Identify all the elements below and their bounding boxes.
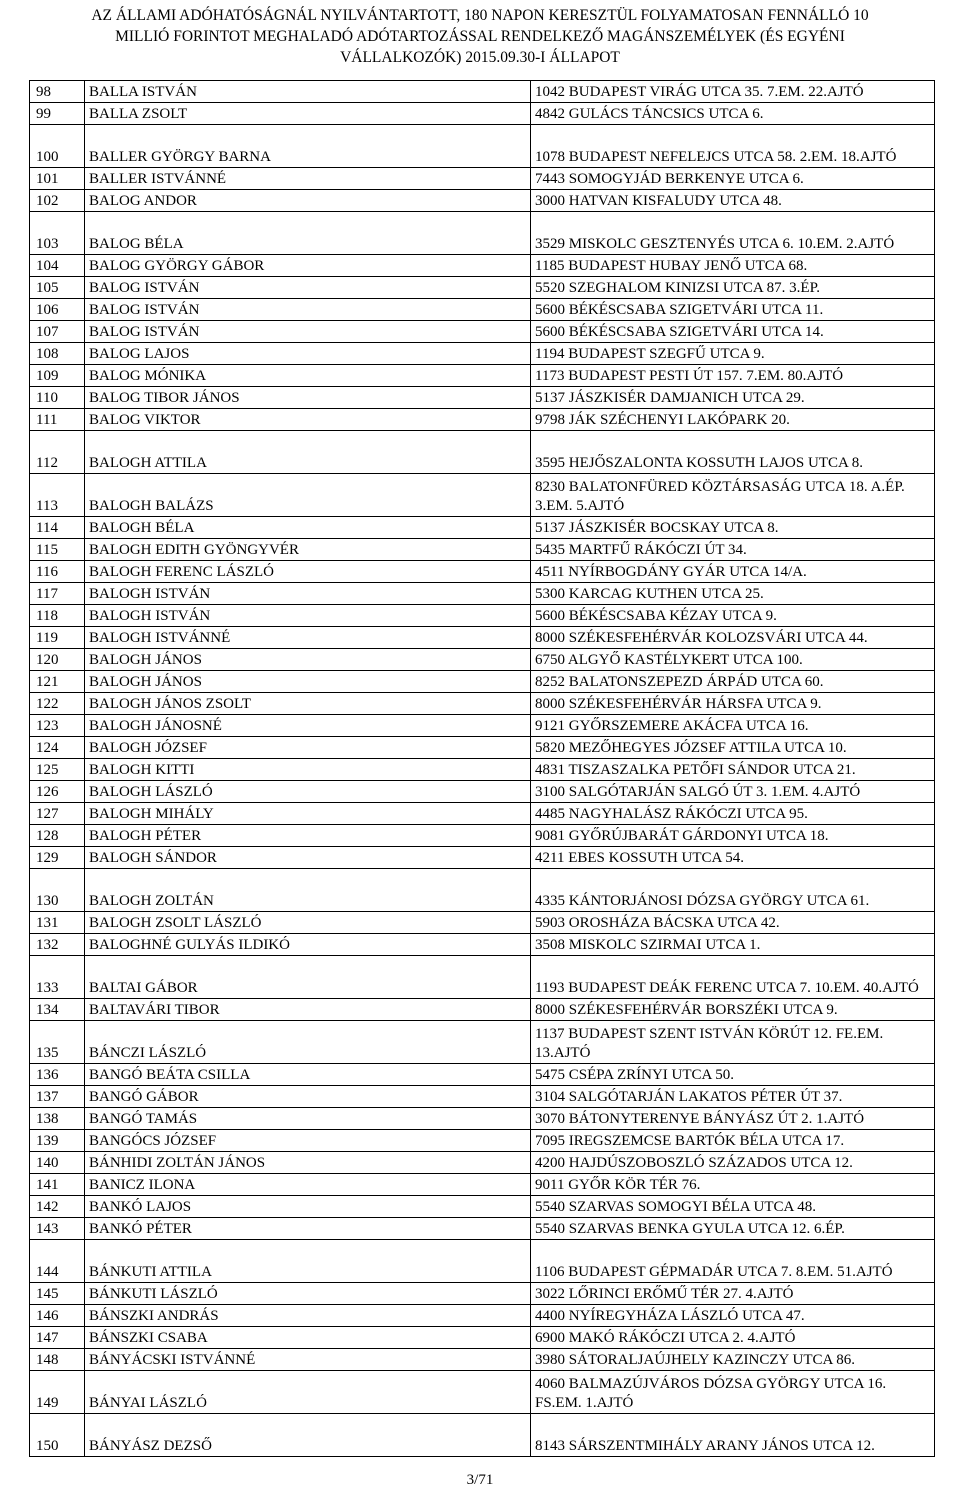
taxpayer-name: BALOGH EDITH GYÖNGYVÉR: [85, 539, 531, 561]
table-row: [30, 803, 935, 825]
taxpayer-name: BALOG GYÖRGY GÁBOR: [85, 255, 531, 277]
taxpayer-address: 4060 BALMAZÚJVÁROS DÓZSA GYÖRGY UTCA 16. FS.EM. 1.AJTÓ: [531, 1371, 935, 1414]
taxpayer-address: 1194 BUDAPEST SZEGFŰ UTCA 9.: [531, 343, 935, 365]
table-row: [30, 1086, 935, 1108]
taxpayer-name: BALLA ISTVÁN: [85, 81, 531, 103]
row-number: 137: [30, 1086, 85, 1108]
table-row: [30, 474, 935, 517]
table-row: [30, 387, 935, 409]
taxpayer-address: 4400 NYÍREGYHÁZA LÁSZLÓ UTCA 47.: [531, 1305, 935, 1327]
table-row: [30, 934, 935, 956]
taxpayer-name: BALOG VIKTOR: [85, 409, 531, 431]
table-row: [30, 561, 935, 583]
table-row: [30, 847, 935, 869]
taxpayer-address: 8143 SÁRSZENTMIHÁLY ARANY JÁNOS UTCA 12.: [531, 1414, 935, 1457]
table-row: [30, 431, 935, 474]
taxpayer-address: 5475 CSÉPA ZRÍNYI UTCA 50.: [531, 1064, 935, 1086]
row-number: 150: [30, 1414, 85, 1457]
taxpayer-address: 3022 LŐRINCI ERŐMŰ TÉR 27. 4.AJTÓ: [531, 1283, 935, 1305]
taxpayer-address: 3070 BÁTONYTERENYE BÁNYÁSZ ÚT 2. 1.AJTÓ: [531, 1108, 935, 1130]
row-number: 126: [30, 781, 85, 803]
taxpayer-address: 1106 BUDAPEST GÉPMADÁR UTCA 7. 8.EM. 51.AJTÓ: [531, 1240, 935, 1283]
row-number: 149: [30, 1371, 85, 1414]
taxpayer-name: BALOG ISTVÁN: [85, 299, 531, 321]
taxpayer-name: BALOGH ZOLTÁN: [85, 869, 531, 912]
page-number: 3/71: [466, 1472, 494, 1488]
row-number: 120: [30, 649, 85, 671]
row-number: 106: [30, 299, 85, 321]
taxpayer-address: 5540 SZARVAS BENKA GYULA UTCA 12. 6.ÉP.: [531, 1218, 935, 1240]
taxpayer-address: 4211 EBES KOSSUTH UTCA 54.: [531, 847, 935, 869]
table-row: [30, 212, 935, 255]
taxpayer-name: BALOG LAJOS: [85, 343, 531, 365]
taxpayer-name: BALOGH JÁNOS: [85, 649, 531, 671]
taxpayer-name: BALOGH ATTILA: [85, 431, 531, 474]
taxpayer-address: 4842 GULÁCS TÁNCSICS UTCA 6.: [531, 103, 935, 125]
taxpayer-address: 8000 SZÉKESFEHÉRVÁR HÁRSFA UTCA 9.: [531, 693, 935, 715]
taxpayer-name: BALOGH ISTVÁNNÉ: [85, 627, 531, 649]
row-number: 128: [30, 825, 85, 847]
taxpayer-address: 3595 HEJŐSZALONTA KOSSUTH LAJOS UTCA 8.: [531, 431, 935, 474]
taxpayer-address: 5137 JÁSZKISÉR DAMJANICH UTCA 29.: [531, 387, 935, 409]
table-row: [30, 825, 935, 847]
row-number: 116: [30, 561, 85, 583]
table-row: [30, 299, 935, 321]
row-number: 146: [30, 1305, 85, 1327]
table-row: [30, 1371, 935, 1414]
row-number: 100: [30, 125, 85, 168]
taxpayer-address: 5300 KARCAG KUTHEN UTCA 25.: [531, 583, 935, 605]
table-row: [30, 277, 935, 299]
table-row: [30, 81, 935, 103]
taxpayer-address: 4200 HAJDÚSZOBOSZLÓ SZÁZADOS UTCA 12.: [531, 1152, 935, 1174]
table-row: [30, 125, 935, 168]
taxpayer-address: 1137 BUDAPEST SZENT ISTVÁN KÖRÚT 12. FE.EM. 13.AJTÓ: [531, 1021, 935, 1064]
taxpayer-name: BALOGH JÓZSEF: [85, 737, 531, 759]
table-row: [30, 1218, 935, 1240]
table-row: [30, 1196, 935, 1218]
table-row: [30, 343, 935, 365]
taxpayer-address: 8000 SZÉKESFEHÉRVÁR KOLOZSVÁRI UTCA 44.: [531, 627, 935, 649]
taxpayer-name: BANGÓCS JÓZSEF: [85, 1130, 531, 1152]
taxpayer-name: BÁNHIDI ZOLTÁN JÁNOS: [85, 1152, 531, 1174]
taxpayer-address: 3980 SÁTORALJAÚJHELY KAZINCZY UTCA 86.: [531, 1349, 935, 1371]
taxpayer-name: BALOG MÓNIKA: [85, 365, 531, 387]
table-row: [30, 103, 935, 125]
taxpayer-table-body: [30, 81, 935, 1457]
taxpayer-name: BALLER ISTVÁNNÉ: [85, 168, 531, 190]
row-number: 107: [30, 321, 85, 343]
row-number: 135: [30, 1021, 85, 1064]
row-number: 143: [30, 1218, 85, 1240]
taxpayer-name: BÁNYAI LÁSZLÓ: [85, 1371, 531, 1414]
taxpayer-address: 3104 SALGÓTARJÁN LAKATOS PÉTER ÚT 37.: [531, 1086, 935, 1108]
taxpayer-address: 3529 MISKOLC GESZTENYÉS UTCA 6. 10.EM. 2.AJTÓ: [531, 212, 935, 255]
table-row: [30, 190, 935, 212]
taxpayer-address: 4485 NAGYHALÁSZ RÁKÓCZI UTCA 95.: [531, 803, 935, 825]
table-row: [30, 737, 935, 759]
taxpayer-name: BALOGHNÉ GULYÁS ILDIKÓ: [85, 934, 531, 956]
taxpayer-name: BALOGH BÉLA: [85, 517, 531, 539]
row-number: 130: [30, 869, 85, 912]
taxpayer-name: BALOGH LÁSZLÓ: [85, 781, 531, 803]
taxpayer-address: 9011 GYŐR KÖR TÉR 76.: [531, 1174, 935, 1196]
taxpayer-name: BALOGH SÁNDOR: [85, 847, 531, 869]
taxpayer-name: BÁNSZKI ANDRÁS: [85, 1305, 531, 1327]
table-row: [30, 649, 935, 671]
row-number: 129: [30, 847, 85, 869]
table-row: [30, 1108, 935, 1130]
header-line-2: MILLIÓ FORINTOT MEGHALADÓ ADÓTARTOZÁSSAL RENDELKEZŐ MAGÁNSZEMÉLYEK (ÉS EGYÉNI: [115, 28, 845, 45]
row-number: 108: [30, 343, 85, 365]
taxpayer-address: 3100 SALGÓTARJÁN SALGÓ ÚT 3. 1.EM. 4.AJTÓ: [531, 781, 935, 803]
taxpayer-name: BALOGH JÁNOS: [85, 671, 531, 693]
taxpayer-name: BANGÓ TAMÁS: [85, 1108, 531, 1130]
taxpayer-address: 4511 NYÍRBOGDÁNY GYÁR UTCA 14/A.: [531, 561, 935, 583]
taxpayer-name: BALOGH ISTVÁN: [85, 605, 531, 627]
taxpayer-name: BALLER GYÖRGY BARNA: [85, 125, 531, 168]
row-number: 118: [30, 605, 85, 627]
table-row: [30, 583, 935, 605]
taxpayer-address: 5600 BÉKÉSCSABA SZIGETVÁRI UTCA 14.: [531, 321, 935, 343]
row-number: 145: [30, 1283, 85, 1305]
row-number: 136: [30, 1064, 85, 1086]
taxpayer-name: BANGÓ BEÁTA CSILLA: [85, 1064, 531, 1086]
table-row: [30, 1349, 935, 1371]
taxpayer-name: BANKÓ PÉTER: [85, 1218, 531, 1240]
taxpayer-name: BALOGH ISTVÁN: [85, 583, 531, 605]
row-number: 103: [30, 212, 85, 255]
row-number: 109: [30, 365, 85, 387]
row-number: 110: [30, 387, 85, 409]
table-row: [30, 168, 935, 190]
table-row: [30, 1305, 935, 1327]
table-row: [30, 1240, 935, 1283]
taxpayer-name: BALLA ZSOLT: [85, 103, 531, 125]
table-row: [30, 365, 935, 387]
row-number: 121: [30, 671, 85, 693]
taxpayer-name: BALOGH JÁNOS ZSOLT: [85, 693, 531, 715]
taxpayer-name: BALOGH MIHÁLY: [85, 803, 531, 825]
row-number: 98: [30, 81, 85, 103]
table-row: [30, 1327, 935, 1349]
row-number: 131: [30, 912, 85, 934]
taxpayer-address: 8000 SZÉKESFEHÉRVÁR BORSZÉKI UTCA 9.: [531, 999, 935, 1021]
row-number: 101: [30, 168, 85, 190]
taxpayer-address: 1185 BUDAPEST HUBAY JENŐ UTCA 68.: [531, 255, 935, 277]
table-row: [30, 517, 935, 539]
taxpayer-address: 5903 OROSHÁZA BÁCSKA UTCA 42.: [531, 912, 935, 934]
header-line-3: VÁLLALKOZÓK) 2015.09.30-I ÁLLAPOT: [340, 49, 620, 66]
taxpayer-name: BALOGH ZSOLT LÁSZLÓ: [85, 912, 531, 934]
row-number: 104: [30, 255, 85, 277]
taxpayer-name: BALOG ISTVÁN: [85, 321, 531, 343]
table-row: [30, 1174, 935, 1196]
taxpayer-name: BÁNSZKI CSABA: [85, 1327, 531, 1349]
row-number: 117: [30, 583, 85, 605]
taxpayer-name: BÁNYÁSZ DEZSŐ: [85, 1414, 531, 1457]
taxpayer-name: BALOGH PÉTER: [85, 825, 531, 847]
row-number: 147: [30, 1327, 85, 1349]
taxpayer-name: BALOG BÉLA: [85, 212, 531, 255]
taxpayer-name: BALOGH BALÁZS: [85, 474, 531, 517]
header-line-1: AZ ÁLLAMI ADÓHATÓSÁGNÁL NYILVÁNTARTOTT, 180 NAPON KERESZTÜL FOLYAMATOSAN FENNÁLLÓ 10: [91, 7, 869, 24]
taxpayer-name: BALTAI GÁBOR: [85, 956, 531, 999]
row-number: 113: [30, 474, 85, 517]
taxpayer-address: 5435 MARTFŰ RÁKÓCZI ÚT 34.: [531, 539, 935, 561]
row-number: 140: [30, 1152, 85, 1174]
row-number: 122: [30, 693, 85, 715]
table-row: [30, 781, 935, 803]
row-number: 119: [30, 627, 85, 649]
taxpayer-address: 5540 SZARVAS SOMOGYI BÉLA UTCA 48.: [531, 1196, 935, 1218]
table-row: [30, 627, 935, 649]
taxpayer-name: BANICZ ILONA: [85, 1174, 531, 1196]
table-row: [30, 1152, 935, 1174]
taxpayer-name: BALOGH FERENC LÁSZLÓ: [85, 561, 531, 583]
taxpayer-address: 6900 MAKÓ RÁKÓCZI UTCA 2. 4.AJTÓ: [531, 1327, 935, 1349]
taxpayer-address: 5820 MEZŐHEGYES JÓZSEF ATTILA UTCA 10.: [531, 737, 935, 759]
table-row: [30, 409, 935, 431]
row-number: 125: [30, 759, 85, 781]
table-row: [30, 1130, 935, 1152]
row-number: 134: [30, 999, 85, 1021]
taxpayer-address: 9081 GYŐRÚJBARÁT GÁRDONYI UTCA 18.: [531, 825, 935, 847]
table-row: [30, 605, 935, 627]
table-row: [30, 715, 935, 737]
row-number: 111: [30, 409, 85, 431]
table-row: [30, 539, 935, 561]
row-number: 139: [30, 1130, 85, 1152]
taxpayer-name: BÁNKUTI ATTILA: [85, 1240, 531, 1283]
row-number: 132: [30, 934, 85, 956]
taxpayer-name: BÁNKUTI LÁSZLÓ: [85, 1283, 531, 1305]
taxpayer-address: 8230 BALATONFÜRED KÖZTÁRSASÁG UTCA 18. A.ÉP. 3.EM. 5.AJTÓ: [531, 474, 935, 517]
taxpayer-name: BALOG ISTVÁN: [85, 277, 531, 299]
row-number: 142: [30, 1196, 85, 1218]
taxpayer-address: 4831 TISZASZALKA PETŐFI SÁNDOR UTCA 21.: [531, 759, 935, 781]
taxpayer-address: 1193 BUDAPEST DEÁK FERENC UTCA 7. 10.EM. 40.AJTÓ: [531, 956, 935, 999]
row-number: 133: [30, 956, 85, 999]
taxpayer-address: 3508 MISKOLC SZIRMAI UTCA 1.: [531, 934, 935, 956]
taxpayer-address: 9798 JÁK SZÉCHENYI LAKÓPARK 20.: [531, 409, 935, 431]
taxpayer-address: 9121 GYŐRSZEMERE AKÁCFA UTCA 16.: [531, 715, 935, 737]
taxpayer-name: BALOGH KITTI: [85, 759, 531, 781]
row-number: 123: [30, 715, 85, 737]
row-number: 114: [30, 517, 85, 539]
taxpayer-address: 5137 JÁSZKISÉR BOCSKAY UTCA 8.: [531, 517, 935, 539]
taxpayer-address: 3000 HATVAN KISFALUDY UTCA 48.: [531, 190, 935, 212]
taxpayer-name: BÁNCZI LÁSZLÓ: [85, 1021, 531, 1064]
table-row: [30, 1021, 935, 1064]
row-number: 144: [30, 1240, 85, 1283]
row-number: 148: [30, 1349, 85, 1371]
taxpayer-name: BALOG TIBOR JÁNOS: [85, 387, 531, 409]
row-number: 105: [30, 277, 85, 299]
table-row: [30, 693, 935, 715]
row-number: 99: [30, 103, 85, 125]
table-row: [30, 1283, 935, 1305]
table-row: [30, 321, 935, 343]
taxpayer-address: 5600 BÉKÉSCSABA KÉZAY UTCA 9.: [531, 605, 935, 627]
taxpayer-address: 8252 BALATONSZEPEZD ÁRPÁD UTCA 60.: [531, 671, 935, 693]
row-number: 112: [30, 431, 85, 474]
taxpayer-name: BANGÓ GÁBOR: [85, 1086, 531, 1108]
table-row: [30, 255, 935, 277]
taxpayer-name: BALTAVÁRI TIBOR: [85, 999, 531, 1021]
row-number: 124: [30, 737, 85, 759]
document-header: [0, 0, 960, 79]
taxpayer-name: BANKÓ LAJOS: [85, 1196, 531, 1218]
taxpayer-address: 6750 ALGYŐ KASTÉLYKERT UTCA 100.: [531, 649, 935, 671]
taxpayer-address: 1173 BUDAPEST PESTI ÚT 157. 7.EM. 80.AJTÓ: [531, 365, 935, 387]
table-row: [30, 999, 935, 1021]
taxpayer-address: 4335 KÁNTORJÁNOSI DÓZSA GYÖRGY UTCA 61.: [531, 869, 935, 912]
table-row: [30, 1064, 935, 1086]
taxpayer-name: BÁNYÁCSKI ISTVÁNNÉ: [85, 1349, 531, 1371]
row-number: 141: [30, 1174, 85, 1196]
table-row: [30, 671, 935, 693]
table-row: [30, 759, 935, 781]
taxpayer-address: 7443 SOMOGYJÁD BERKENYE UTCA 6.: [531, 168, 935, 190]
taxpayer-table: [29, 80, 935, 1457]
taxpayer-address: 5600 BÉKÉSCSABA SZIGETVÁRI UTCA 11.: [531, 299, 935, 321]
row-number: 127: [30, 803, 85, 825]
taxpayer-address: 1078 BUDAPEST NEFELEJCS UTCA 58. 2.EM. 18.AJTÓ: [531, 125, 935, 168]
row-number: 115: [30, 539, 85, 561]
taxpayer-address: 1042 BUDAPEST VIRÁG UTCA 35. 7.EM. 22.AJTÓ: [531, 81, 935, 103]
table-row: [30, 1414, 935, 1457]
taxpayer-name: BALOGH JÁNOSNÉ: [85, 715, 531, 737]
taxpayer-address: 7095 IREGSZEMCSE BARTÓK BÉLA UTCA 17.: [531, 1130, 935, 1152]
row-number: 102: [30, 190, 85, 212]
row-number: 138: [30, 1108, 85, 1130]
table-row: [30, 912, 935, 934]
taxpayer-name: BALOG ANDOR: [85, 190, 531, 212]
table-row: [30, 956, 935, 999]
table-row: [30, 869, 935, 912]
taxpayer-address: 5520 SZEGHALOM KINIZSI UTCA 87. 3.ÉP.: [531, 277, 935, 299]
